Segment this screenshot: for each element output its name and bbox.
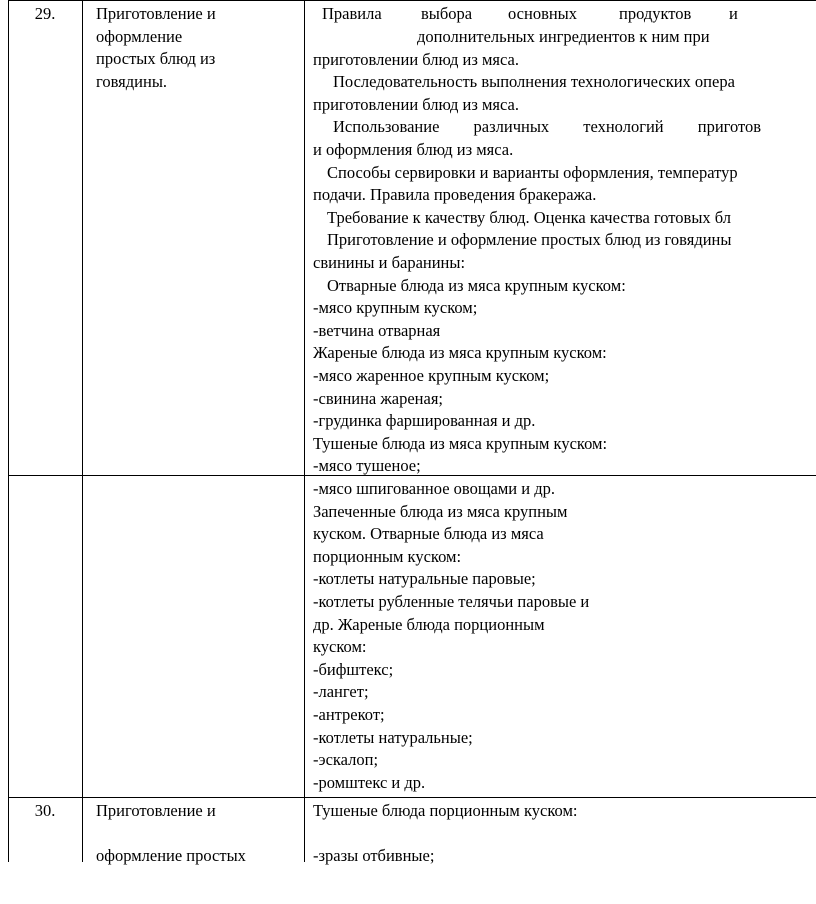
content-line: -лангет;	[313, 682, 369, 702]
word: основных	[508, 4, 578, 23]
content-line: Приготовление и оформление простых блюд из говядины	[327, 230, 732, 250]
content-line: -бифштекс;	[313, 659, 394, 679]
content-30	[313, 800, 578, 868]
word: продуктов	[619, 4, 692, 23]
content-line: приготовлении блюд из мяса.	[313, 94, 519, 114]
topic-title-line: простых блюд из	[96, 49, 216, 69]
content-line: -котлеты натуральные паровые;	[313, 569, 536, 589]
content-line: свинины и баранины:	[313, 252, 466, 272]
row-number-30: 30.	[34, 801, 56, 820]
content-line: -ветчина отварная	[313, 320, 441, 340]
topic-title-line: Приготовление и	[96, 801, 216, 820]
content-line: -зразы отбивные;	[313, 846, 435, 866]
content-line: -котлеты натуральные;	[313, 727, 473, 747]
content-line: Жареные блюда из мяса крупным куском:	[313, 343, 607, 363]
word: и	[729, 4, 738, 23]
content-line: -мясо крупным куском;	[313, 298, 478, 318]
content-line: Использование различных технологий приготов	[333, 117, 762, 137]
content-line: Тушеные блюда порционным куском:	[313, 801, 578, 820]
column-divider-1	[82, 0, 83, 862]
topic-title-line: оформление простых	[96, 846, 246, 866]
content-line: -мясо тушеное;	[313, 456, 421, 476]
content-line: -эскалоп;	[313, 750, 379, 770]
content-line: -свинина жареная;	[313, 388, 444, 408]
content-line: подачи. Правила проведения бракеража.	[313, 185, 597, 205]
word: Правила	[322, 4, 382, 23]
content-line: -котлеты рубленные телячьи паровые и	[313, 591, 590, 611]
content-29-continued	[313, 478, 589, 794]
content-line: и оформления блюд из мяса.	[313, 139, 514, 159]
table-left-border	[8, 0, 9, 862]
topic-title-line: Приготовление и	[96, 4, 216, 23]
content-29	[313, 26, 761, 478]
column-divider-2	[304, 0, 305, 862]
content-line: куском. Отварные блюда из мяса	[313, 524, 544, 544]
content-line: Отварные блюда из мяса крупным куском:	[327, 275, 626, 295]
content-line: порционным куском:	[313, 546, 462, 566]
content-line: Запеченные блюда из мяса крупным	[313, 501, 568, 521]
content-line: Последовательность выполнения технологических опера	[333, 72, 735, 92]
content-line: Способы сервировки и варианты оформления, температур	[327, 162, 738, 182]
content-line: -ромштекс и др.	[313, 772, 426, 792]
topic-title-line: оформление	[96, 26, 183, 46]
content-line: -грудинка фаршированная и др.	[313, 411, 536, 431]
content-line: др. Жареные блюда порционным	[313, 614, 545, 634]
content-line: -антрекот;	[313, 704, 385, 724]
content-first-line-29	[0, 3, 816, 25]
content-line: -мясо шпигованное овощами и др.	[313, 479, 555, 498]
content-line: куском:	[313, 637, 367, 657]
content-line: Требование к качеству блюд. Оценка качества готовых бл	[327, 207, 732, 227]
content-line: Тушеные блюда из мяса крупным куском:	[313, 433, 608, 453]
topic-title-30	[96, 800, 246, 868]
content-line: -мясо жаренное крупным куском;	[313, 365, 550, 385]
table-top-border	[8, 0, 816, 1]
content-line: приготовлении блюд из мяса.	[313, 49, 519, 69]
content-line: дополнительных ингредиентов к ним при	[417, 27, 710, 46]
row-number-29: 29.	[34, 4, 56, 23]
word: выбора	[421, 4, 473, 23]
topic-title-line: говядины.	[96, 71, 168, 91]
row-divider-2	[8, 797, 816, 798]
